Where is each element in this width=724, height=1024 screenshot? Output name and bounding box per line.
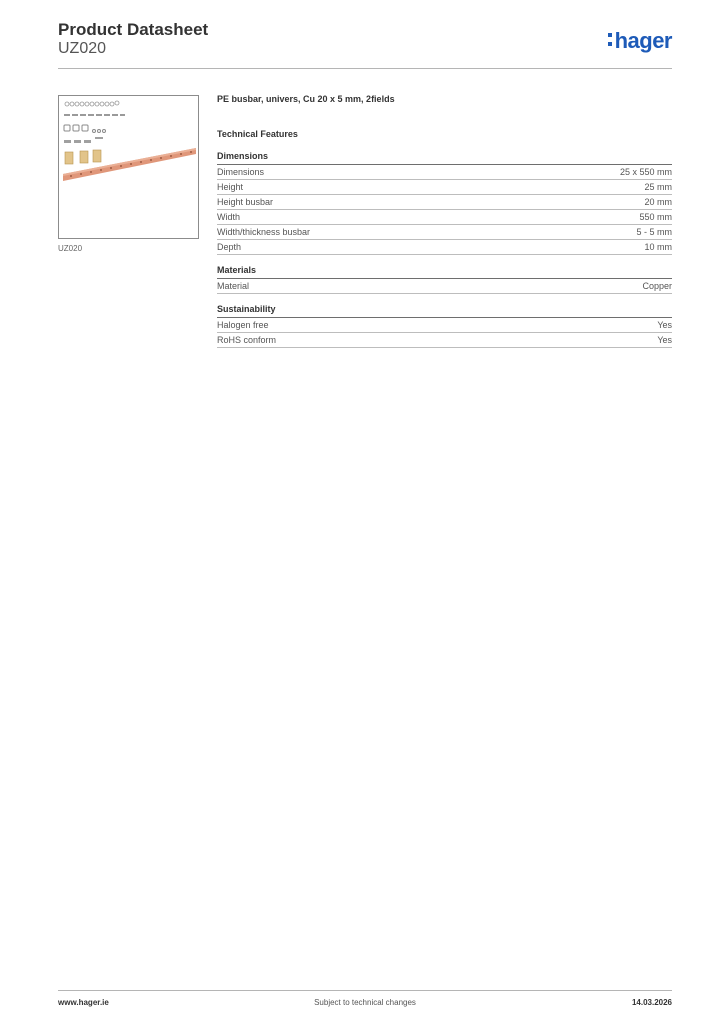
section-sustainability: [217, 304, 672, 348]
row-label: Depth: [217, 242, 242, 252]
technical-content: [217, 94, 672, 348]
section-title: Sustainability: [217, 304, 672, 318]
row-value: Yes: [657, 320, 672, 330]
website-link[interactable]: www.hager.ie: [58, 998, 109, 1007]
section-title: Materials: [217, 265, 672, 279]
logo-colon-icon: [608, 33, 612, 46]
row-label: Height: [217, 182, 244, 192]
table-row: [217, 333, 672, 348]
table-row: [217, 240, 672, 255]
section-title: Dimensions: [217, 151, 672, 165]
product-image: [58, 95, 199, 239]
table-row: [217, 165, 672, 180]
row-label: Halogen free: [217, 320, 269, 330]
table-row: [217, 279, 672, 294]
document-header: [58, 20, 672, 68]
footer-notice: Subject to technical changes: [314, 998, 416, 1007]
row-value: 550 mm: [639, 212, 672, 222]
row-value: 25 x 550 mm: [619, 167, 672, 177]
section-materials: [217, 265, 672, 294]
table-row: [217, 195, 672, 210]
row-label: Width/thickness busbar: [217, 227, 311, 237]
row-value: Copper: [642, 281, 672, 291]
table-row: [217, 225, 672, 240]
technical-features-heading: Technical Features: [217, 129, 298, 139]
table-row: [217, 210, 672, 225]
hager-logo: [608, 28, 672, 54]
product-code: UZ020: [58, 40, 107, 57]
row-value: 10 mm: [644, 242, 672, 252]
table-row: [217, 180, 672, 195]
document-title: Product Datasheet: [58, 20, 209, 39]
footer-divider: [58, 990, 672, 991]
row-label: Dimensions: [217, 167, 265, 177]
row-label: Material: [217, 281, 250, 291]
footer-date: 14.03.2026: [631, 998, 672, 1007]
row-value: 5 - 5 mm: [636, 227, 672, 237]
section-dimensions: [217, 151, 672, 255]
product-description: PE busbar, univers, Cu 20 x 5 mm, 2fields: [217, 94, 395, 104]
busbar-illustration-icon: [59, 96, 200, 240]
row-label: RoHS conform: [217, 335, 277, 345]
logo-text: hager: [614, 28, 672, 53]
row-label: Height busbar: [217, 197, 274, 207]
image-caption: UZ020: [58, 244, 83, 253]
header-divider: [58, 68, 672, 69]
row-value: 20 mm: [644, 197, 672, 207]
table-row: [217, 318, 672, 333]
row-value: 25 mm: [644, 182, 672, 192]
row-value: Yes: [657, 335, 672, 345]
row-label: Width: [217, 212, 241, 222]
